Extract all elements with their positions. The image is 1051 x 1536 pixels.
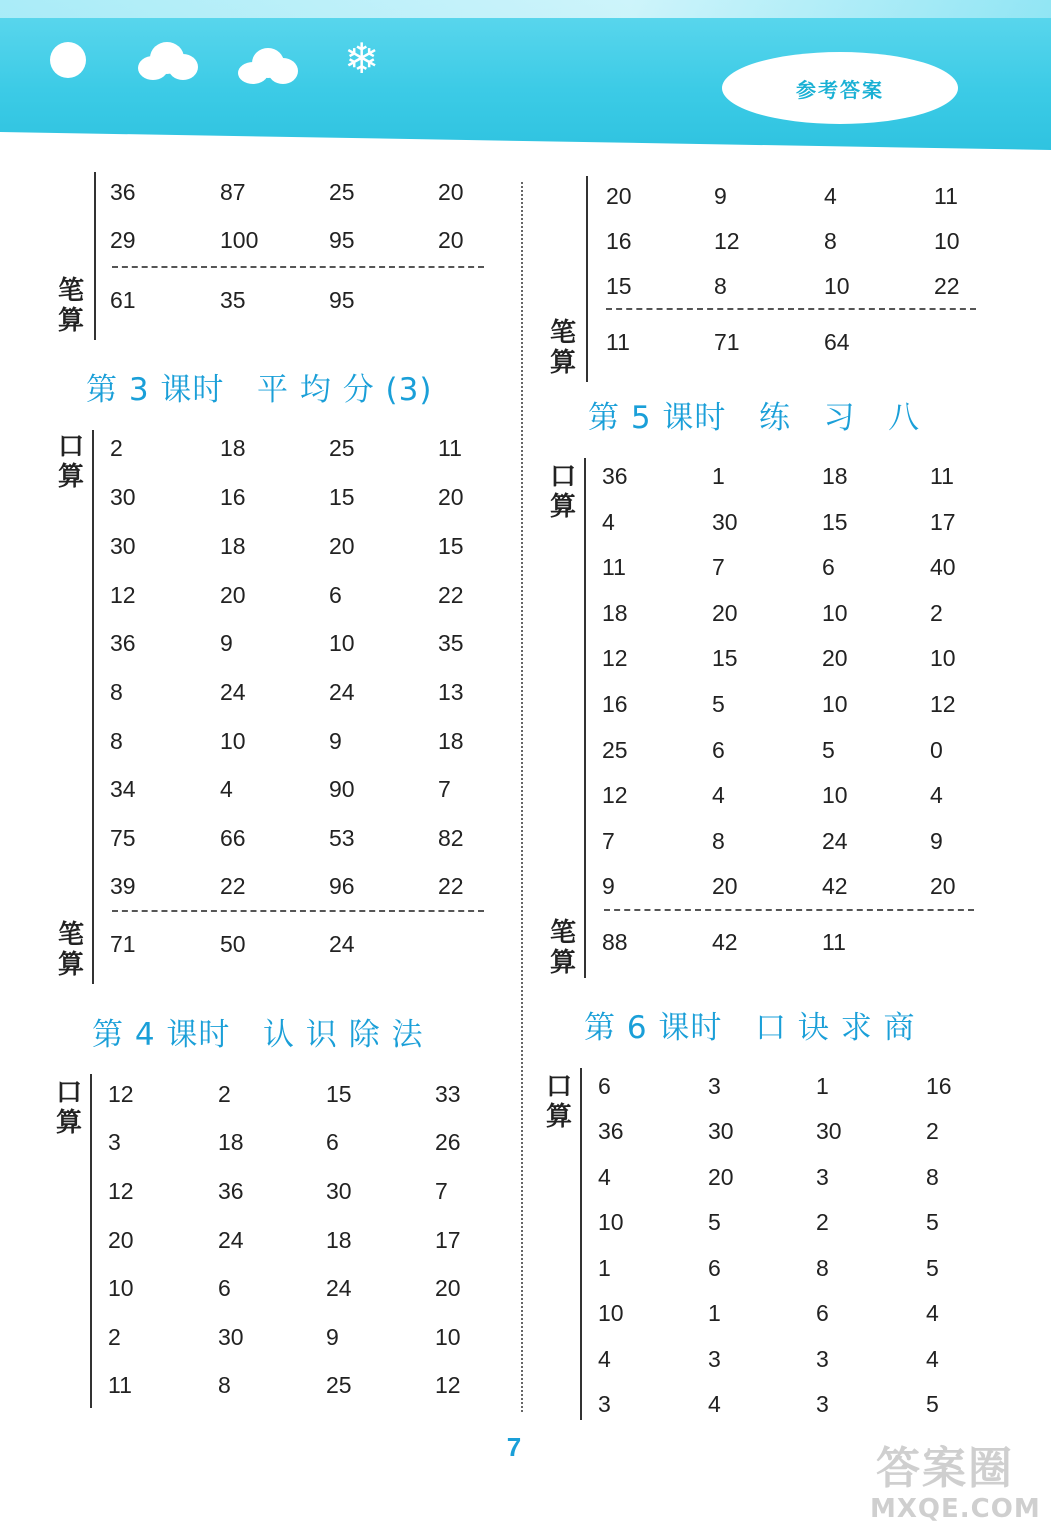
table-row [598,1248,978,1288]
answer-cell: 2 [816,1209,829,1235]
vertical-rule [580,1068,582,1420]
table-row [110,769,490,809]
table-row [602,821,982,861]
answer-cell: 30 [218,1324,244,1350]
table-row [602,684,982,724]
answer-cell: 20 [435,1275,461,1301]
table-row [598,1293,978,1333]
lesson-6-title: 第 6 课时 口 诀 求 商 [584,1010,916,1046]
table-row [108,1365,488,1405]
answer-cell: 20 [708,1164,734,1190]
answer-cell: 9 [220,630,233,656]
table-row [598,1111,978,1151]
answer-cell: 24 [822,828,848,854]
answer-cell: 13 [438,679,464,705]
answer-cell: 5 [926,1255,939,1281]
mental-label: 口算 [55,1078,82,1138]
mental-label: 口算 [545,1072,572,1132]
answer-cell: 25 [326,1372,352,1398]
answer-cell: 10 [934,228,960,254]
table-row [602,775,982,815]
answer-cell: 20 [438,179,464,205]
answer-cell: 2 [930,600,943,626]
table-row [602,456,982,496]
sun-icon [50,42,86,78]
answer-cell: 16 [602,691,628,717]
column-divider [521,182,523,1412]
answer-cell: 20 [606,183,632,209]
answer-cell: 1 [816,1073,829,1099]
answer-cell: 4 [926,1300,939,1326]
answer-cell: 5 [926,1391,939,1417]
answer-cell: 33 [435,1081,461,1107]
table-row [602,638,982,678]
answer-cell: 10 [108,1275,134,1301]
vertical-rule [586,176,588,382]
answer-cell: 12 [602,782,628,808]
answer-cell: 4 [602,509,615,535]
answer-cell: 35 [438,630,464,656]
table-row [108,1074,488,1114]
written-label: 笔算 [57,920,84,980]
snowflake-icon: ❄ [344,34,380,83]
answer-cell: 16 [606,228,632,254]
rain-cloud-icon [236,46,300,88]
answer-cell: 15 [326,1081,352,1107]
table-row [602,866,982,906]
answer-cell: 82 [438,825,464,851]
left-block-3 [54,1074,494,1408]
answer-cell: 1 [712,463,725,489]
dashed-separator [604,909,974,911]
answer-cell: 3 [816,1164,829,1190]
answer-cell: 20 [712,600,738,626]
answer-cell: 17 [930,509,956,535]
answer-cell: 18 [822,463,848,489]
table-row [110,220,490,260]
right-block-1 [548,176,988,382]
answer-cell: 10 [329,630,355,656]
answer-cell: 4 [598,1164,611,1190]
answer-cell: 22 [438,582,464,608]
answer-cell: 11 [438,435,462,461]
answer-cell: 18 [220,435,246,461]
answer-cell: 88 [602,929,628,955]
table-row [598,1339,978,1379]
answer-cell: 26 [435,1129,461,1155]
answer-cell: 36 [602,463,628,489]
answer-cell: 87 [220,179,246,205]
answer-cell: 4 [708,1391,721,1417]
answer-cell: 95 [329,287,355,313]
answer-cell: 6 [712,737,725,763]
answer-cell: 53 [329,825,355,851]
answer-cell: 3 [108,1129,121,1155]
answer-cell: 35 [220,287,246,313]
answer-cell: 1 [598,1255,611,1281]
table-row [606,266,986,306]
answer-cell: 30 [708,1118,734,1144]
table-row [108,1317,488,1357]
answer-cell: 25 [602,737,628,763]
table-row [110,172,490,212]
answer-cell: 71 [714,329,740,355]
mental-label: 口算 [549,462,576,522]
answer-cell: 24 [220,679,246,705]
answer-cell: 10 [824,273,850,299]
left-block-1 [56,172,496,340]
answer-cell: 4 [824,183,837,209]
answer-cell: 6 [218,1275,231,1301]
answer-cell: 16 [220,484,246,510]
answer-cell: 12 [435,1372,461,1398]
answer-cell: 5 [926,1209,939,1235]
dashed-separator [112,910,484,912]
answer-cell: 8 [824,228,837,254]
answer-cell: 10 [598,1300,624,1326]
answer-cell: 3 [708,1073,721,1099]
answer-cell: 8 [816,1255,829,1281]
answer-cell: 30 [712,509,738,535]
right-block-3 [544,1068,984,1420]
vertical-rule [94,172,96,340]
answer-cell: 24 [218,1227,244,1253]
answer-cell: 36 [110,179,136,205]
table-row [110,818,490,858]
answer-cell: 71 [110,931,136,957]
answer-cell: 66 [220,825,246,851]
written-row [110,280,490,320]
answer-cell: 6 [816,1300,829,1326]
answer-cell: 8 [110,728,123,754]
table-row [598,1384,978,1424]
answer-cell: 30 [110,533,136,559]
answer-cell: 10 [220,728,246,754]
answer-cell: 4 [930,782,943,808]
answer-cell: 11 [822,929,846,955]
answer-cell: 3 [816,1346,829,1372]
answer-cell: 18 [602,600,628,626]
answer-cell: 10 [435,1324,461,1350]
answer-cell: 12 [108,1081,134,1107]
answer-cell: 22 [438,873,464,899]
right-block-2 [548,458,988,978]
answer-cell: 4 [712,782,725,808]
answer-cell: 9 [930,828,943,854]
answer-cell: 7 [602,828,615,854]
answer-cell: 11 [602,554,626,580]
table-row [606,221,986,261]
answer-cell: 3 [708,1346,721,1372]
answer-cell: 12 [108,1178,134,1204]
answer-cell: 11 [934,183,958,209]
written-row [606,322,986,362]
table-row [110,866,490,906]
answer-cell: 4 [598,1346,611,1372]
answer-cell: 6 [598,1073,611,1099]
answer-cell: 95 [329,227,355,253]
answer-cell: 4 [926,1346,939,1372]
answer-cell: 25 [329,179,355,205]
answer-cell: 6 [326,1129,339,1155]
answer-cell: 18 [218,1129,244,1155]
lesson-5-title: 第 5 课时 练 习 八 [588,400,921,436]
answer-cell: 20 [930,873,956,899]
answer-cell: 7 [712,554,725,580]
watermark-logo [870,1432,1040,1528]
answer-cell: 20 [108,1227,134,1253]
answer-cell: 10 [930,645,956,671]
lesson-3-title: 第 3 课时 平 均 分 (3) [86,372,433,408]
table-row [108,1122,488,1162]
answer-cell: 10 [822,782,848,808]
table-row [110,575,490,615]
table-row [110,672,490,712]
answer-cell: 100 [220,227,259,253]
answer-cell: 10 [598,1209,624,1235]
answer-cell: 5 [712,691,725,717]
table-row [110,526,490,566]
dashed-separator [112,266,484,268]
table-row [602,502,982,542]
table-row [108,1220,488,1260]
table-row [108,1268,488,1308]
answer-cell: 8 [712,828,725,854]
answer-cell: 11 [108,1372,132,1398]
answer-cell: 2 [110,435,123,461]
answer-cell: 30 [110,484,136,510]
answer-cell: 17 [435,1227,461,1253]
vertical-rule [92,430,94,984]
table-row [110,623,490,663]
page-number: 7 [506,1432,522,1462]
answer-cell: 18 [438,728,464,754]
answer-cell: 25 [329,435,355,461]
answer-cell: 1 [708,1300,721,1326]
cloud-icon [134,40,200,84]
table-row [110,428,490,468]
answer-cell: 18 [220,533,246,559]
table-row [602,547,982,587]
answer-cell: 39 [110,873,136,899]
mental-label: 口算 [57,432,84,492]
watermark-text: 答案圈 [876,1443,1014,1494]
watermark-url: MXQE.COM [870,1494,1041,1524]
answer-cell: 8 [926,1164,939,1190]
answer-cell: 12 [602,645,628,671]
table-row [602,730,982,770]
answer-cell: 8 [218,1372,231,1398]
table-row [108,1171,488,1211]
answer-badge [722,52,958,124]
answer-cell: 20 [329,533,355,559]
written-label: 笔算 [549,918,576,978]
vertical-rule [90,1074,92,1408]
answer-cell: 15 [606,273,632,299]
answer-cell: 2 [926,1118,939,1144]
answer-cell: 96 [329,873,355,899]
answer-cell: 7 [435,1178,448,1204]
written-row [110,924,490,964]
answer-cell: 36 [110,630,136,656]
answer-cell: 12 [930,691,956,717]
table-row [110,721,490,761]
answer-cell: 20 [822,645,848,671]
answer-cell: 2 [108,1324,121,1350]
answer-cell: 3 [598,1391,611,1417]
answer-cell: 20 [712,873,738,899]
answer-cell: 64 [824,329,850,355]
answer-cell: 5 [708,1209,721,1235]
table-row [110,477,490,517]
answer-cell: 12 [110,582,136,608]
answer-cell: 15 [438,533,464,559]
answer-cell: 29 [110,227,136,253]
answer-cell: 42 [712,929,738,955]
answer-cell: 20 [438,227,464,253]
answer-cell: 10 [822,691,848,717]
left-block-2 [56,430,496,984]
answer-cell: 11 [930,463,954,489]
answer-cell: 11 [606,329,630,355]
answer-cell: 24 [329,931,355,957]
answer-cell: 30 [816,1118,842,1144]
answer-cell: 34 [110,776,136,802]
answer-cell: 36 [598,1118,624,1144]
answer-cell: 40 [930,554,956,580]
answer-cell: 15 [329,484,355,510]
written-label: 笔算 [57,276,84,336]
answer-cell: 16 [926,1073,952,1099]
answer-cell: 24 [329,679,355,705]
answer-cell: 0 [930,737,943,763]
vertical-rule [584,458,586,978]
answer-cell: 9 [714,183,727,209]
answer-cell: 7 [438,776,451,802]
answer-cell: 36 [218,1178,244,1204]
table-row [598,1157,978,1197]
answer-cell: 15 [822,509,848,535]
answer-cell: 42 [822,873,848,899]
answer-cell: 20 [220,582,246,608]
answer-cell: 10 [822,600,848,626]
answer-label: 参考答案 [796,77,884,102]
answer-cell: 9 [329,728,342,754]
answer-cell: 15 [712,645,738,671]
answer-cell: 4 [220,776,233,802]
answer-cell: 12 [714,228,740,254]
table-row [598,1066,978,1106]
answer-cell: 6 [708,1255,721,1281]
answer-cell: 50 [220,931,246,957]
dashed-separator [606,308,976,310]
answer-cell: 6 [329,582,342,608]
table-row [602,593,982,633]
answer-cell: 9 [602,873,615,899]
answer-cell: 24 [326,1275,352,1301]
answer-cell: 3 [816,1391,829,1417]
answer-cell: 2 [218,1081,231,1107]
answer-cell: 5 [822,737,835,763]
answer-cell: 75 [110,825,136,851]
answer-cell: 8 [110,679,123,705]
answer-cell: 22 [934,273,960,299]
answer-cell: 9 [326,1324,339,1350]
answer-cell: 6 [822,554,835,580]
answer-cell: 18 [326,1227,352,1253]
table-row [606,176,986,216]
answer-cell: 8 [714,273,727,299]
table-row [598,1202,978,1242]
written-row [602,922,982,962]
answer-cell: 20 [438,484,464,510]
answer-cell: 30 [326,1178,352,1204]
answer-cell: 90 [329,776,355,802]
written-label: 笔算 [549,318,576,378]
answer-cell: 61 [110,287,136,313]
lesson-4-title: 第 4 课时 认 识 除 法 [92,1017,424,1053]
answer-cell: 22 [220,873,246,899]
